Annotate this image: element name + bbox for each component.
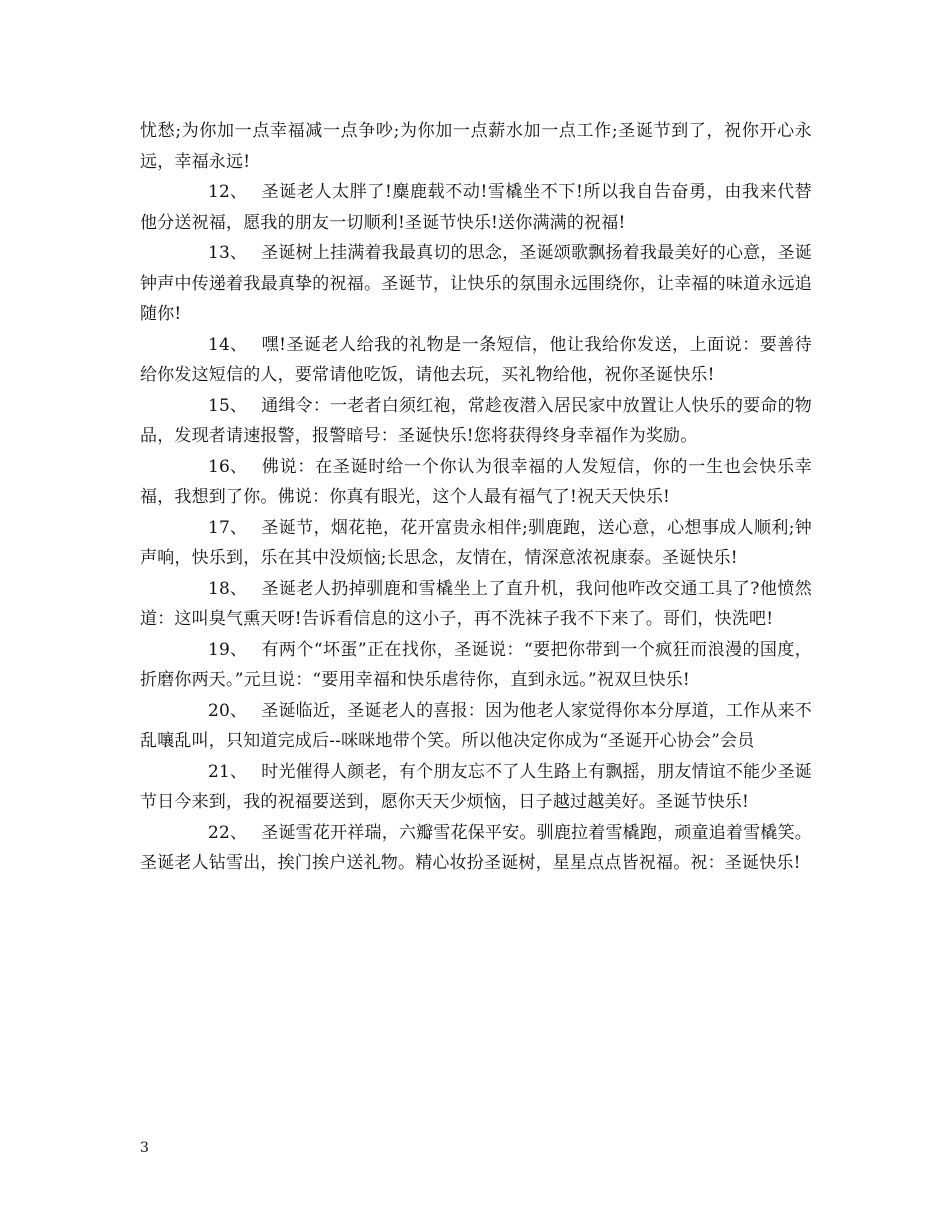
item-text: 圣诞节，烟花艳，花开富贵永相伴;驯鹿跑，送心意，心想事成人顺利;钟声响，快乐到，乐在其中没烦恼;长思念，友情在，情深意浓祝康泰。圣诞快乐! bbox=[140, 517, 812, 568]
item-number: 18、 bbox=[208, 578, 248, 599]
item-text: 圣诞老人扔掉驯鹿和雪橇坐上了直升机，我问他咋改交通工具了?他愤然道：这叫臭气熏天呀!告诉看信息的这小子，再不洗袜子我不下来了。哥们，快洗吧! bbox=[140, 578, 812, 629]
list-item bbox=[140, 513, 812, 574]
item-number: 16、 bbox=[208, 456, 248, 477]
list-item bbox=[140, 330, 812, 391]
list-item bbox=[140, 452, 812, 513]
item-text: 圣诞树上挂满着我最真切的思念，圣诞颂歌飘扬着我最美好的心意，圣诞钟声中传递着我最真挚的祝福。圣诞节，让快乐的氛围永远围绕你，让幸福的味道永远追随你! bbox=[140, 243, 812, 324]
list-item bbox=[140, 696, 812, 757]
item-text: 时光催得人颜老，有个朋友忘不了人生路上有飘摇，朋友情谊不能少圣诞节日今来到，我的祝福要送到，愿你天天少烦恼，日子越过越美好。圣诞节快乐! bbox=[140, 761, 812, 812]
list-item bbox=[140, 635, 812, 696]
item-text: 圣诞临近，圣诞老人的喜报：因为他老人家觉得你本分厚道，工作从来不乱嚷乱叫，只知道完成后--咪咪地带个笑。所以他决定你成为“圣诞开心协会”会员 bbox=[140, 700, 812, 751]
item-text: 圣诞老人太胖了!麋鹿载不动!雪橇坐不下!所以我自告奋勇，由我来代替他分送祝福，愿我的朋友一切顺利!圣诞节快乐!送你满满的祝福! bbox=[140, 182, 812, 233]
item-text: 有两个“坏蛋”正在找你，圣诞说：“要把你带到一个疯狂而浪漫的国度，折磨你两天。”元旦说：“要用幸福和快乐虐待你，直到永远。”祝双旦快乐! bbox=[140, 639, 812, 690]
item-number: 12、 bbox=[208, 182, 248, 202]
item-text: 通缉令：一老者白须红袍，常趁夜潜入居民家中放置让人快乐的要命的物品，发现者请速报警，报警暗号：圣诞快乐!您将获得终身幸福作为奖励。 bbox=[140, 395, 812, 446]
item-number: 22、 bbox=[208, 822, 248, 843]
list-item bbox=[140, 574, 812, 635]
document-body bbox=[140, 116, 812, 879]
item-text: 佛说：在圣诞时给一个你认为很幸福的人发短信，你的一生也会快乐幸福，我想到了你。佛说：你真有眼光，这个人最有福气了!祝天天快乐! bbox=[140, 456, 812, 507]
continuation-paragraph: 忧愁;为你加一点幸福减一点争吵;为你加一点薪水加一点工作;圣诞节到了，祝你开心永远，幸福永远! bbox=[140, 121, 812, 172]
item-number: 19、 bbox=[208, 639, 248, 660]
item-number: 17、 bbox=[208, 517, 248, 538]
list-item bbox=[140, 818, 812, 879]
item-number: 13、 bbox=[208, 243, 248, 263]
item-text: 圣诞雪花开祥瑞，六瓣雪花保平安。驯鹿拉着雪橇跑，顽童追着雪橇笑。圣诞老人钻雪出，挨门挨户送礼物。精心妆扮圣诞树，星星点点皆祝福。祝：圣诞快乐! bbox=[140, 822, 812, 873]
list-item bbox=[140, 238, 812, 330]
item-number: 15、 bbox=[208, 395, 248, 416]
list-item bbox=[140, 757, 812, 818]
item-number: 14、 bbox=[208, 334, 248, 355]
item-text: 嘿!圣诞老人给我的礼物是一条短信，他让我给你发送，上面说：要善待给你发这短信的人，要常请他吃饭，请他去玩，买礼物给他，祝你圣诞快乐! bbox=[140, 334, 812, 385]
list-item bbox=[140, 391, 812, 452]
page-number: 3 bbox=[140, 1140, 149, 1156]
list-item bbox=[140, 177, 812, 238]
item-number: 21、 bbox=[208, 761, 248, 782]
item-number: 20、 bbox=[208, 700, 248, 721]
